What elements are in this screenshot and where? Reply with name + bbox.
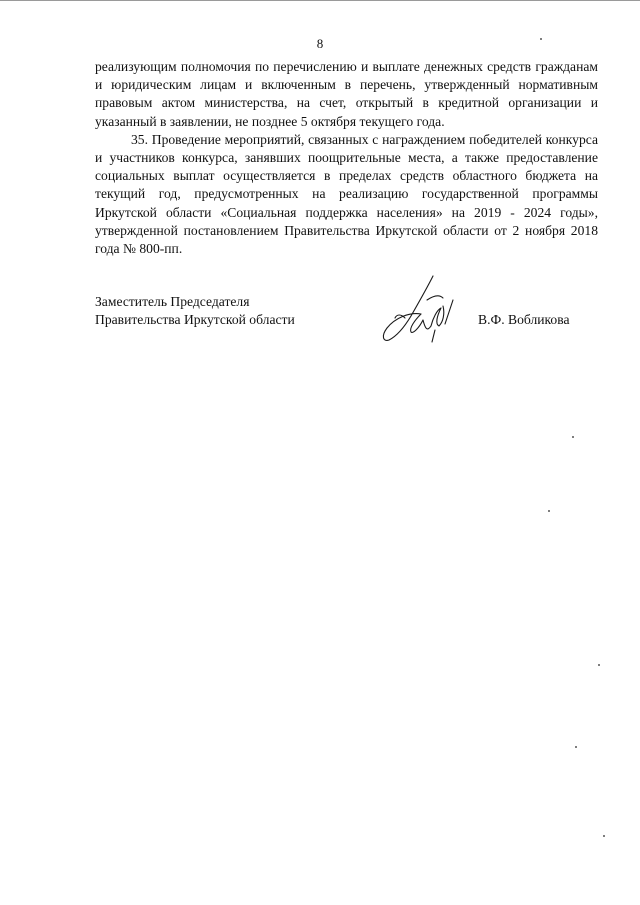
signatory-position-line-1: Заместитель Председателя — [95, 294, 250, 309]
signatory-position — [95, 293, 295, 329]
page-number: 8 — [316, 36, 324, 51]
scan-speck — [575, 746, 577, 748]
signatory-position-line-2: Правительства Иркутской области — [95, 312, 295, 328]
scan-speck — [598, 664, 600, 666]
paragraph-continuation: реализующим полномочия по перечислению и выплате денежных средств гражданам и юридическим лицам и включенным в перечень, утвержденный нормативным правовым актом министерства, на счет, открытый в кредитной организации и указанный в заявлении, не позднее 5 октября текущего года. — [95, 59, 598, 129]
document-body — [95, 58, 598, 258]
scan-speck — [548, 510, 550, 512]
scan-speck — [603, 835, 605, 837]
scan-speck — [572, 436, 574, 438]
paragraph-35: 35. Проведение мероприятий, связанных с награждением победителей конкурса и участников конкурса, занявших поощрительные места, а также предоставление социальных выплат осуществляется в пределах средств областного бюджета на текущий год, предусмотренных на реализацию государственной программы Иркутской области «Социальная поддержка населения» на 2019 - 2024 годы», утвержденной постановлением Правительства Иркутской области от 2 ноября 2018 года № 800-пп. — [95, 131, 598, 257]
signatory-name: В.Ф. Вобликова — [478, 312, 570, 327]
scan-speck — [540, 38, 542, 40]
scan-edge-line — [0, 0, 640, 1]
handwritten-signature — [375, 270, 470, 350]
